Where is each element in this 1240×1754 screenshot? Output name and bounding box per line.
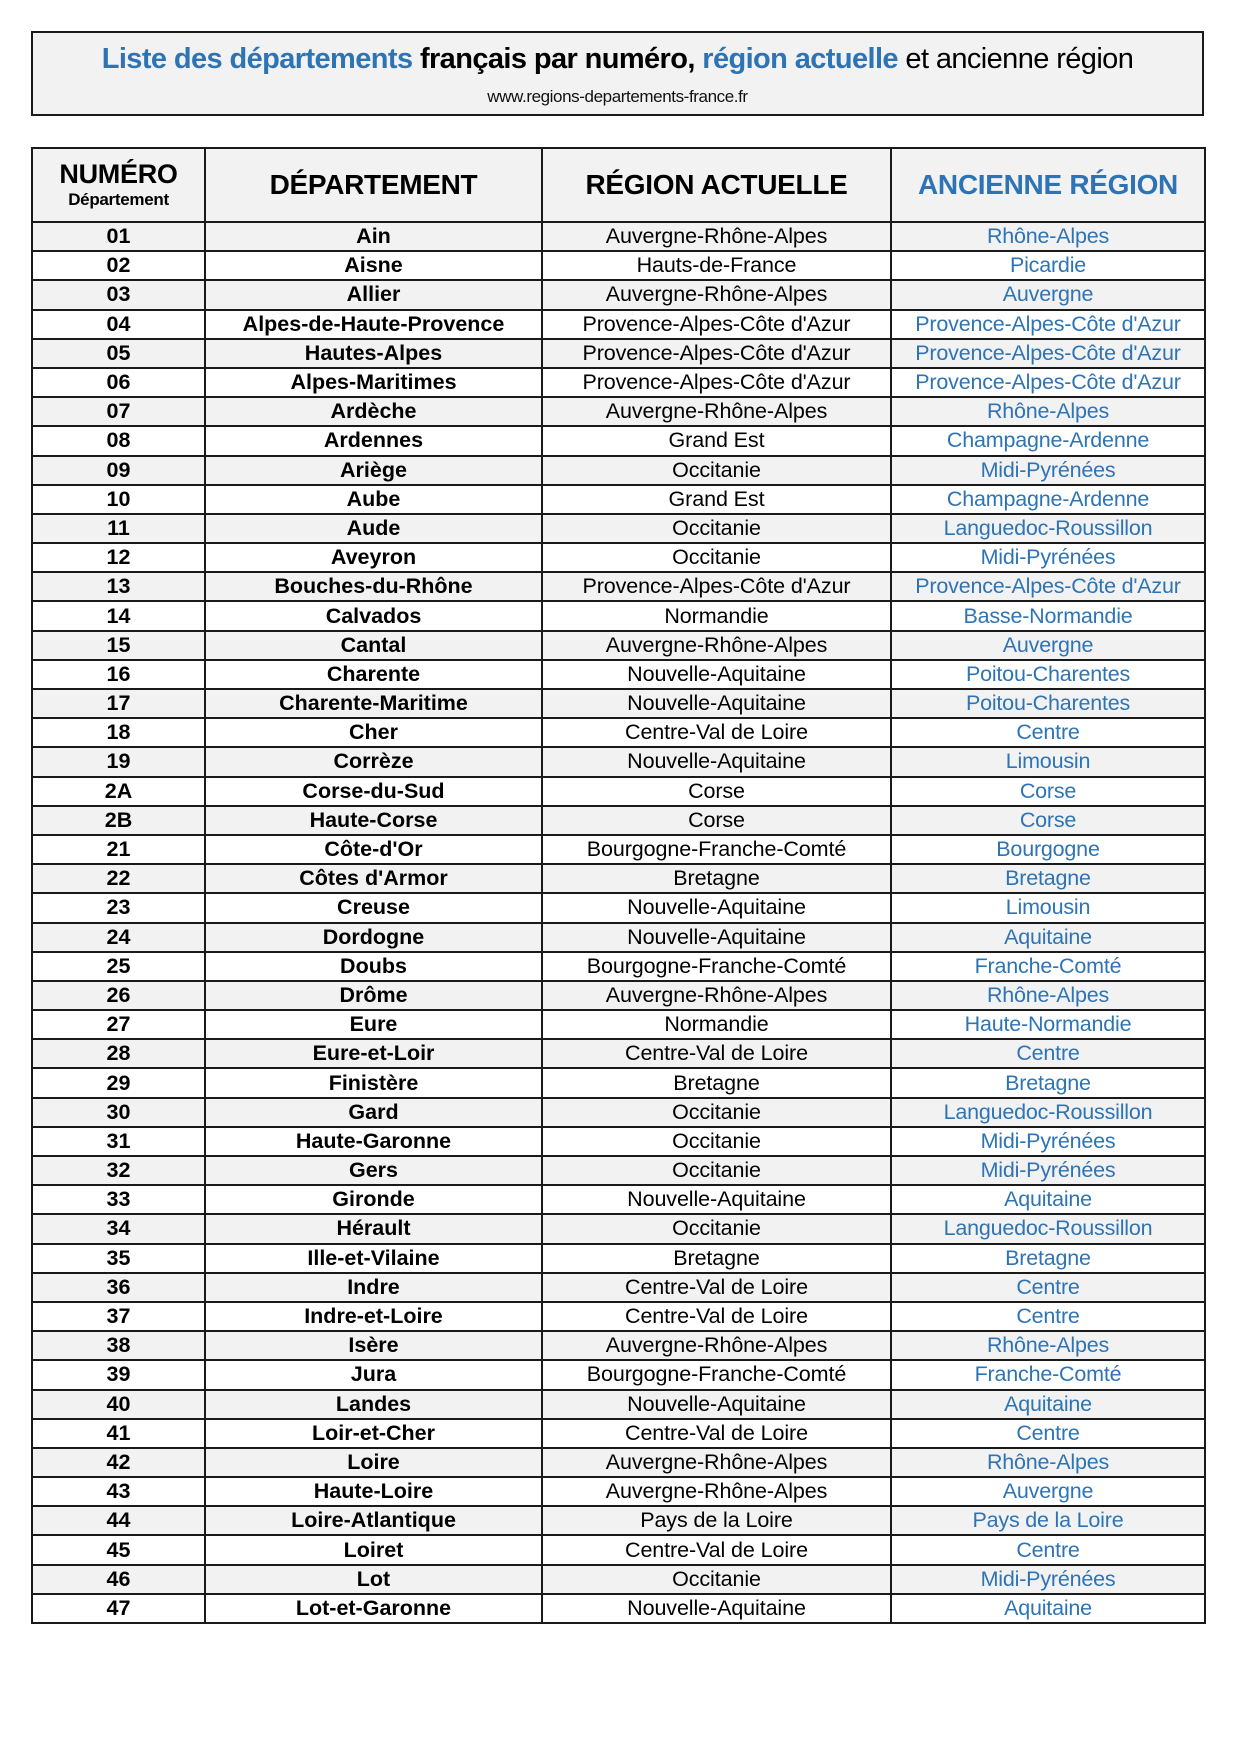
header-departement: DÉPARTEMENT xyxy=(205,148,542,222)
cell-departement: Haute-Loire xyxy=(205,1477,542,1506)
cell-ancienne-region: Poitou-Charentes xyxy=(891,689,1205,718)
cell-numero: 43 xyxy=(32,1477,205,1506)
cell-numero: 32 xyxy=(32,1156,205,1185)
cell-departement: Aude xyxy=(205,514,542,543)
cell-departement: Eure xyxy=(205,1010,542,1039)
table-row xyxy=(32,222,1205,251)
cell-ancienne-region: Midi-Pyrénées xyxy=(891,1127,1205,1156)
table-row xyxy=(32,777,1205,806)
cell-region-actuelle: Nouvelle-Aquitaine xyxy=(542,1390,891,1419)
cell-region-actuelle: Provence-Alpes-Côte d'Azur xyxy=(542,572,891,601)
cell-region-actuelle: Normandie xyxy=(542,601,891,630)
cell-region-actuelle: Nouvelle-Aquitaine xyxy=(542,747,891,776)
cell-departement: Côte-d'Or xyxy=(205,835,542,864)
table-row xyxy=(32,251,1205,280)
cell-numero: 17 xyxy=(32,689,205,718)
cell-ancienne-region: Provence-Alpes-Côte d'Azur xyxy=(891,339,1205,368)
cell-ancienne-region: Languedoc-Roussillon xyxy=(891,514,1205,543)
cell-numero: 14 xyxy=(32,601,205,630)
cell-numero: 40 xyxy=(32,1390,205,1419)
table-row xyxy=(32,1068,1205,1097)
cell-departement: Corse-du-Sud xyxy=(205,777,542,806)
cell-ancienne-region: Auvergne xyxy=(891,631,1205,660)
cell-ancienne-region: Centre xyxy=(891,1039,1205,1068)
cell-departement: Côtes d'Armor xyxy=(205,864,542,893)
table-row xyxy=(32,1506,1205,1535)
header-numero xyxy=(32,148,205,222)
table-row xyxy=(32,1594,1205,1623)
cell-numero: 06 xyxy=(32,368,205,397)
cell-region-actuelle: Occitanie xyxy=(542,1098,891,1127)
cell-ancienne-region: Midi-Pyrénées xyxy=(891,1156,1205,1185)
table-row xyxy=(32,952,1205,981)
cell-region-actuelle: Auvergne-Rhône-Alpes xyxy=(542,397,891,426)
cell-region-actuelle: Pays de la Loire xyxy=(542,1506,891,1535)
cell-departement: Isère xyxy=(205,1331,542,1360)
table-row xyxy=(32,923,1205,952)
cell-ancienne-region: Champagne-Ardenne xyxy=(891,485,1205,514)
table-row xyxy=(32,280,1205,309)
cell-ancienne-region: Limousin xyxy=(891,893,1205,922)
cell-region-actuelle: Occitanie xyxy=(542,1565,891,1594)
cell-ancienne-region: Provence-Alpes-Côte d'Azur xyxy=(891,572,1205,601)
cell-numero: 13 xyxy=(32,572,205,601)
cell-departement: Cantal xyxy=(205,631,542,660)
cell-numero: 22 xyxy=(32,864,205,893)
cell-numero: 36 xyxy=(32,1273,205,1302)
cell-ancienne-region: Pays de la Loire xyxy=(891,1506,1205,1535)
cell-numero: 2A xyxy=(32,777,205,806)
cell-region-actuelle: Centre-Val de Loire xyxy=(542,1302,891,1331)
cell-ancienne-region: Centre xyxy=(891,1535,1205,1564)
cell-ancienne-region: Bretagne xyxy=(891,864,1205,893)
cell-departement: Haute-Garonne xyxy=(205,1127,542,1156)
cell-ancienne-region: Midi-Pyrénées xyxy=(891,1565,1205,1594)
title-part-francais: français par numéro, xyxy=(412,43,695,75)
cell-departement: Loire xyxy=(205,1448,542,1477)
cell-numero: 38 xyxy=(32,1331,205,1360)
header-numero-sublabel: Département xyxy=(68,190,169,209)
table-row xyxy=(32,631,1205,660)
table-row xyxy=(32,1156,1205,1185)
cell-departement: Hérault xyxy=(205,1214,542,1243)
cell-numero: 37 xyxy=(32,1302,205,1331)
cell-ancienne-region: Languedoc-Roussillon xyxy=(891,1098,1205,1127)
table-row xyxy=(32,1244,1205,1273)
table-row xyxy=(32,339,1205,368)
table-row xyxy=(32,572,1205,601)
table-body xyxy=(32,222,1205,1623)
cell-numero: 31 xyxy=(32,1127,205,1156)
cell-departement: Drôme xyxy=(205,981,542,1010)
cell-region-actuelle: Provence-Alpes-Côte d'Azur xyxy=(542,368,891,397)
cell-region-actuelle: Auvergne-Rhône-Alpes xyxy=(542,1331,891,1360)
table-row xyxy=(32,1039,1205,1068)
cell-region-actuelle: Auvergne-Rhône-Alpes xyxy=(542,981,891,1010)
cell-departement: Indre-et-Loire xyxy=(205,1302,542,1331)
table-row xyxy=(32,1302,1205,1331)
cell-region-actuelle: Centre-Val de Loire xyxy=(542,718,891,747)
cell-departement: Charente-Maritime xyxy=(205,689,542,718)
cell-ancienne-region: Rhône-Alpes xyxy=(891,397,1205,426)
table-row xyxy=(32,1477,1205,1506)
cell-ancienne-region: Rhône-Alpes xyxy=(891,1331,1205,1360)
table-row xyxy=(32,514,1205,543)
cell-numero: 2B xyxy=(32,806,205,835)
cell-numero: 03 xyxy=(32,280,205,309)
cell-numero: 19 xyxy=(32,747,205,776)
table-row xyxy=(32,1360,1205,1389)
cell-region-actuelle: Bretagne xyxy=(542,1244,891,1273)
cell-departement: Cher xyxy=(205,718,542,747)
table-row xyxy=(32,543,1205,572)
cell-ancienne-region: Corse xyxy=(891,777,1205,806)
cell-departement: Aveyron xyxy=(205,543,542,572)
table-row xyxy=(32,1448,1205,1477)
cell-numero: 16 xyxy=(32,660,205,689)
table-row xyxy=(32,1273,1205,1302)
cell-region-actuelle: Occitanie xyxy=(542,1156,891,1185)
cell-departement: Ardennes xyxy=(205,426,542,455)
cell-region-actuelle: Grand Est xyxy=(542,426,891,455)
cell-numero: 30 xyxy=(32,1098,205,1127)
cell-departement: Alpes-de-Haute-Provence xyxy=(205,310,542,339)
table-row xyxy=(32,806,1205,835)
table-row xyxy=(32,1419,1205,1448)
cell-ancienne-region: Provence-Alpes-Côte d'Azur xyxy=(891,310,1205,339)
departements-table xyxy=(31,147,1206,1624)
table-row xyxy=(32,893,1205,922)
cell-region-actuelle: Centre-Val de Loire xyxy=(542,1039,891,1068)
table-row xyxy=(32,397,1205,426)
table-row xyxy=(32,485,1205,514)
cell-numero: 41 xyxy=(32,1419,205,1448)
cell-region-actuelle: Centre-Val de Loire xyxy=(542,1419,891,1448)
cell-departement: Aube xyxy=(205,485,542,514)
cell-numero: 05 xyxy=(32,339,205,368)
cell-region-actuelle: Occitanie xyxy=(542,1214,891,1243)
table-row xyxy=(32,426,1205,455)
cell-region-actuelle: Occitanie xyxy=(542,1127,891,1156)
cell-ancienne-region: Franche-Comté xyxy=(891,1360,1205,1389)
cell-ancienne-region: Haute-Normandie xyxy=(891,1010,1205,1039)
cell-ancienne-region: Bourgogne xyxy=(891,835,1205,864)
table-row xyxy=(32,1390,1205,1419)
table-row xyxy=(32,864,1205,893)
table-row xyxy=(32,1565,1205,1594)
table-header-row xyxy=(32,148,1205,222)
cell-region-actuelle: Nouvelle-Aquitaine xyxy=(542,1185,891,1214)
cell-numero: 23 xyxy=(32,893,205,922)
cell-region-actuelle: Corse xyxy=(542,777,891,806)
cell-ancienne-region: Centre xyxy=(891,718,1205,747)
cell-numero: 10 xyxy=(32,485,205,514)
table-row xyxy=(32,718,1205,747)
cell-departement: Jura xyxy=(205,1360,542,1389)
cell-departement: Loir-et-Cher xyxy=(205,1419,542,1448)
cell-numero: 02 xyxy=(32,251,205,280)
cell-region-actuelle: Bretagne xyxy=(542,1068,891,1097)
cell-ancienne-region: Limousin xyxy=(891,747,1205,776)
cell-numero: 33 xyxy=(32,1185,205,1214)
header-numero-label: NUMÉRO xyxy=(59,159,178,189)
cell-ancienne-region: Picardie xyxy=(891,251,1205,280)
title-box xyxy=(31,31,1204,116)
cell-numero: 24 xyxy=(32,923,205,952)
table-row xyxy=(32,689,1205,718)
table-row xyxy=(32,1331,1205,1360)
cell-ancienne-region: Midi-Pyrénées xyxy=(891,456,1205,485)
cell-departement: Haute-Corse xyxy=(205,806,542,835)
title-part-region-actuelle: région actuelle xyxy=(694,43,898,75)
source-url: www.regions-departements-france.fr xyxy=(487,87,748,106)
cell-ancienne-region: Aquitaine xyxy=(891,1594,1205,1623)
cell-numero: 07 xyxy=(32,397,205,426)
table-row xyxy=(32,1127,1205,1156)
cell-region-actuelle: Bourgogne-Franche-Comté xyxy=(542,835,891,864)
cell-departement: Bouches-du-Rhône xyxy=(205,572,542,601)
cell-departement: Doubs xyxy=(205,952,542,981)
cell-departement: Calvados xyxy=(205,601,542,630)
table-row xyxy=(32,456,1205,485)
cell-region-actuelle: Bourgogne-Franche-Comté xyxy=(542,1360,891,1389)
cell-numero: 26 xyxy=(32,981,205,1010)
cell-numero: 21 xyxy=(32,835,205,864)
cell-numero: 15 xyxy=(32,631,205,660)
cell-departement: Ille-et-Vilaine xyxy=(205,1244,542,1273)
header-ancienne-region: ANCIENNE RÉGION xyxy=(891,148,1205,222)
cell-departement: Charente xyxy=(205,660,542,689)
cell-region-actuelle: Occitanie xyxy=(542,514,891,543)
cell-ancienne-region: Franche-Comté xyxy=(891,952,1205,981)
cell-region-actuelle: Nouvelle-Aquitaine xyxy=(542,923,891,952)
cell-numero: 39 xyxy=(32,1360,205,1389)
cell-departement: Gers xyxy=(205,1156,542,1185)
cell-region-actuelle: Centre-Val de Loire xyxy=(542,1273,891,1302)
cell-departement: Hautes-Alpes xyxy=(205,339,542,368)
cell-region-actuelle: Provence-Alpes-Côte d'Azur xyxy=(542,310,891,339)
cell-region-actuelle: Auvergne-Rhône-Alpes xyxy=(542,631,891,660)
title-part-ancienne-region: et ancienne région xyxy=(897,43,1134,75)
cell-numero: 35 xyxy=(32,1244,205,1273)
cell-numero: 28 xyxy=(32,1039,205,1068)
cell-region-actuelle: Auvergne-Rhône-Alpes xyxy=(542,280,891,309)
cell-numero: 29 xyxy=(32,1068,205,1097)
cell-numero: 12 xyxy=(32,543,205,572)
cell-ancienne-region: Poitou-Charentes xyxy=(891,660,1205,689)
table-row xyxy=(32,1535,1205,1564)
cell-numero: 45 xyxy=(32,1535,205,1564)
cell-region-actuelle: Provence-Alpes-Côte d'Azur xyxy=(542,339,891,368)
cell-departement: Aisne xyxy=(205,251,542,280)
cell-departement: Lot-et-Garonne xyxy=(205,1594,542,1623)
cell-region-actuelle: Bourgogne-Franche-Comté xyxy=(542,952,891,981)
cell-numero: 01 xyxy=(32,222,205,251)
cell-region-actuelle: Auvergne-Rhône-Alpes xyxy=(542,1477,891,1506)
cell-region-actuelle: Auvergne-Rhône-Alpes xyxy=(542,222,891,251)
cell-region-actuelle: Auvergne-Rhône-Alpes xyxy=(542,1448,891,1477)
cell-departement: Landes xyxy=(205,1390,542,1419)
cell-ancienne-region: Rhône-Alpes xyxy=(891,1448,1205,1477)
table-row xyxy=(32,601,1205,630)
cell-departement: Ardèche xyxy=(205,397,542,426)
cell-ancienne-region: Auvergne xyxy=(891,1477,1205,1506)
cell-ancienne-region: Bretagne xyxy=(891,1068,1205,1097)
header-region-actuelle: RÉGION ACTUELLE xyxy=(542,148,891,222)
cell-ancienne-region: Aquitaine xyxy=(891,1390,1205,1419)
cell-ancienne-region: Rhône-Alpes xyxy=(891,981,1205,1010)
cell-numero: 34 xyxy=(32,1214,205,1243)
cell-region-actuelle: Corse xyxy=(542,806,891,835)
cell-ancienne-region: Centre xyxy=(891,1302,1205,1331)
cell-departement: Loire-Atlantique xyxy=(205,1506,542,1535)
cell-numero: 25 xyxy=(32,952,205,981)
cell-departement: Indre xyxy=(205,1273,542,1302)
cell-numero: 08 xyxy=(32,426,205,455)
cell-ancienne-region: Rhône-Alpes xyxy=(891,222,1205,251)
cell-ancienne-region: Aquitaine xyxy=(891,1185,1205,1214)
cell-departement: Creuse xyxy=(205,893,542,922)
cell-ancienne-region: Languedoc-Roussillon xyxy=(891,1214,1205,1243)
cell-region-actuelle: Centre-Val de Loire xyxy=(542,1535,891,1564)
cell-ancienne-region: Provence-Alpes-Côte d'Azur xyxy=(891,368,1205,397)
cell-region-actuelle: Occitanie xyxy=(542,456,891,485)
cell-region-actuelle: Nouvelle-Aquitaine xyxy=(542,660,891,689)
cell-departement: Dordogne xyxy=(205,923,542,952)
cell-region-actuelle: Nouvelle-Aquitaine xyxy=(542,893,891,922)
cell-region-actuelle: Normandie xyxy=(542,1010,891,1039)
table-row xyxy=(32,1185,1205,1214)
cell-region-actuelle: Nouvelle-Aquitaine xyxy=(542,1594,891,1623)
cell-departement: Gard xyxy=(205,1098,542,1127)
cell-departement: Alpes-Maritimes xyxy=(205,368,542,397)
cell-numero: 47 xyxy=(32,1594,205,1623)
cell-region-actuelle: Bretagne xyxy=(542,864,891,893)
table-row xyxy=(32,368,1205,397)
cell-departement: Finistère xyxy=(205,1068,542,1097)
cell-ancienne-region: Corse xyxy=(891,806,1205,835)
cell-ancienne-region: Centre xyxy=(891,1419,1205,1448)
cell-departement: Eure-et-Loir xyxy=(205,1039,542,1068)
cell-region-actuelle: Hauts-de-France xyxy=(542,251,891,280)
cell-numero: 18 xyxy=(32,718,205,747)
cell-ancienne-region: Midi-Pyrénées xyxy=(891,543,1205,572)
cell-ancienne-region: Basse-Normandie xyxy=(891,601,1205,630)
cell-numero: 27 xyxy=(32,1010,205,1039)
cell-numero: 42 xyxy=(32,1448,205,1477)
cell-departement: Loiret xyxy=(205,1535,542,1564)
table-row xyxy=(32,310,1205,339)
cell-departement: Ain xyxy=(205,222,542,251)
cell-numero: 04 xyxy=(32,310,205,339)
cell-ancienne-region: Champagne-Ardenne xyxy=(891,426,1205,455)
cell-ancienne-region: Centre xyxy=(891,1273,1205,1302)
table-row xyxy=(32,981,1205,1010)
table-row xyxy=(32,1214,1205,1243)
cell-numero: 11 xyxy=(32,514,205,543)
cell-region-actuelle: Occitanie xyxy=(542,543,891,572)
table-row xyxy=(32,747,1205,776)
title-part-departements: Liste des départements xyxy=(101,43,413,75)
cell-numero: 09 xyxy=(32,456,205,485)
cell-departement: Allier xyxy=(205,280,542,309)
table-row xyxy=(32,1098,1205,1127)
table-row xyxy=(32,1010,1205,1039)
table-row xyxy=(32,835,1205,864)
cell-region-actuelle: Nouvelle-Aquitaine xyxy=(542,689,891,718)
cell-ancienne-region: Aquitaine xyxy=(891,923,1205,952)
table-row xyxy=(32,660,1205,689)
cell-ancienne-region: Bretagne xyxy=(891,1244,1205,1273)
cell-departement: Ariège xyxy=(205,456,542,485)
cell-region-actuelle: Grand Est xyxy=(542,485,891,514)
cell-departement: Lot xyxy=(205,1565,542,1594)
cell-numero: 46 xyxy=(32,1565,205,1594)
cell-departement: Gironde xyxy=(205,1185,542,1214)
cell-numero: 44 xyxy=(32,1506,205,1535)
cell-ancienne-region: Auvergne xyxy=(891,280,1205,309)
cell-departement: Corrèze xyxy=(205,747,542,776)
page-title xyxy=(33,41,1202,77)
